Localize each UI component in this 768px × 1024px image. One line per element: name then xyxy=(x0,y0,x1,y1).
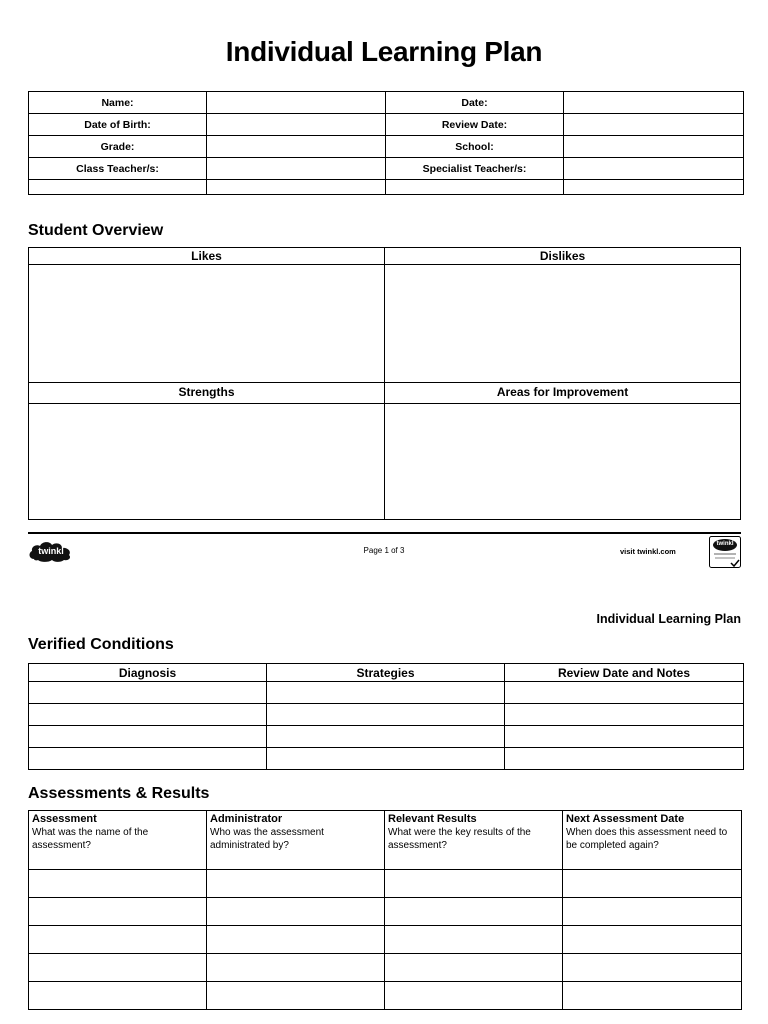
table-cell[interactable] xyxy=(505,748,744,770)
table-row xyxy=(29,898,742,926)
blank-cell[interactable] xyxy=(386,180,564,195)
logo-text: twinkl xyxy=(38,546,64,556)
table-cell[interactable] xyxy=(563,926,742,954)
class-teacher-field[interactable] xyxy=(207,158,386,180)
table-cell[interactable] xyxy=(385,898,563,926)
assessment-header-label: Assessment xyxy=(32,813,97,825)
verified-conditions-table xyxy=(28,663,744,770)
visit-link[interactable]: visit twinkl.com xyxy=(620,547,676,556)
blank-cell[interactable] xyxy=(564,180,744,195)
badge-text: twinkl xyxy=(716,541,734,547)
likes-label: Likes xyxy=(191,249,222,263)
table-row xyxy=(29,682,744,704)
dob-field[interactable] xyxy=(207,114,386,136)
table-cell[interactable] xyxy=(207,982,385,1010)
school-field[interactable] xyxy=(564,136,744,158)
assessments-heading: Assessments & Results xyxy=(28,785,210,802)
table-cell[interactable] xyxy=(563,870,742,898)
specialist-teacher-field[interactable] xyxy=(564,158,744,180)
administrator-header xyxy=(207,811,385,870)
likes-field[interactable] xyxy=(28,264,385,383)
likes-header xyxy=(28,247,385,265)
dob-label: Date of Birth: xyxy=(29,114,207,136)
table-cell[interactable] xyxy=(563,954,742,982)
grade-field[interactable] xyxy=(207,136,386,158)
date-field[interactable] xyxy=(564,92,744,114)
administrator-header-label: Administrator xyxy=(210,813,283,825)
table-cell[interactable] xyxy=(29,982,207,1010)
table-cell[interactable] xyxy=(505,726,744,748)
results-header-hint: What were the key results of the assessment? xyxy=(388,827,531,851)
date-label: Date: xyxy=(386,92,564,114)
table-row xyxy=(29,870,742,898)
name-label: Name: xyxy=(29,92,207,114)
table-header-row xyxy=(29,664,744,682)
table-row xyxy=(29,114,744,136)
next-date-header xyxy=(563,811,742,870)
strengths-label: Strengths xyxy=(178,385,235,399)
review-date-field[interactable] xyxy=(564,114,744,136)
next-date-header-hint: When does this assessment need to be completed again? xyxy=(566,827,728,851)
table-row xyxy=(29,136,744,158)
dislikes-label: Dislikes xyxy=(539,249,586,263)
improvement-field[interactable] xyxy=(384,403,741,520)
quality-badge xyxy=(709,536,741,568)
strengths-header xyxy=(28,382,385,404)
next-date-header-label: Next Assessment Date xyxy=(566,813,685,825)
table-row xyxy=(29,158,744,180)
review-notes-header: Review Date and Notes xyxy=(505,664,744,682)
table-cell[interactable] xyxy=(267,748,505,770)
verified-conditions-heading: Verified Conditions xyxy=(28,636,174,653)
table-cell[interactable] xyxy=(385,954,563,982)
table-row xyxy=(29,92,744,114)
assessment-header xyxy=(29,811,207,870)
table-cell[interactable] xyxy=(385,926,563,954)
improvement-header xyxy=(384,382,741,404)
page2-header: Individual Learning Plan xyxy=(596,612,741,626)
table-header-row xyxy=(29,811,742,870)
table-row xyxy=(29,982,742,1010)
table-cell[interactable] xyxy=(505,704,744,726)
table-row xyxy=(29,704,744,726)
table-cell[interactable] xyxy=(505,682,744,704)
student-info-table xyxy=(28,91,744,195)
school-label: School: xyxy=(386,136,564,158)
class-teacher-label: Class Teacher/s: xyxy=(29,158,207,180)
specialist-teacher-label: Specialist Teacher/s: xyxy=(386,158,564,180)
dislikes-header xyxy=(384,247,741,265)
assessments-table xyxy=(28,810,742,1010)
page-number: Page 1 of 3 xyxy=(363,546,405,555)
table-row xyxy=(29,726,744,748)
grade-label: Grade: xyxy=(29,136,207,158)
review-date-label: Review Date: xyxy=(386,114,564,136)
table-row xyxy=(29,926,742,954)
table-cell[interactable] xyxy=(29,704,267,726)
table-cell[interactable] xyxy=(207,954,385,982)
table-cell[interactable] xyxy=(563,982,742,1010)
dislikes-field[interactable] xyxy=(384,264,741,383)
blank-cell[interactable] xyxy=(29,180,207,195)
strengths-field[interactable] xyxy=(28,403,385,520)
results-header-label: Relevant Results xyxy=(388,813,477,825)
assessment-header-hint: What was the name of the assessment? xyxy=(32,827,149,851)
table-cell[interactable] xyxy=(29,926,207,954)
results-header xyxy=(385,811,563,870)
strategies-header: Strategies xyxy=(267,664,505,682)
diagnosis-header: Diagnosis xyxy=(29,664,267,682)
table-cell[interactable] xyxy=(29,898,207,926)
table-cell[interactable] xyxy=(385,870,563,898)
table-cell[interactable] xyxy=(207,870,385,898)
name-field[interactable] xyxy=(207,92,386,114)
table-row xyxy=(29,748,744,770)
footer-divider xyxy=(28,532,741,534)
page-title: Individual Learning Plan xyxy=(225,36,543,67)
table-cell[interactable] xyxy=(563,898,742,926)
table-row xyxy=(29,954,742,982)
table-cell[interactable] xyxy=(207,926,385,954)
student-overview-heading: Student Overview xyxy=(28,222,164,239)
table-cell[interactable] xyxy=(207,898,385,926)
table-cell[interactable] xyxy=(29,954,207,982)
table-cell[interactable] xyxy=(29,682,267,704)
table-cell[interactable] xyxy=(267,704,505,726)
table-cell[interactable] xyxy=(385,982,563,1010)
table-cell[interactable] xyxy=(267,726,505,748)
table-cell[interactable] xyxy=(267,682,505,704)
table-row xyxy=(29,180,744,195)
table-cell[interactable] xyxy=(29,870,207,898)
improvement-label: Areas for Improvement xyxy=(496,385,629,399)
table-cell[interactable] xyxy=(29,726,267,748)
blank-cell[interactable] xyxy=(207,180,386,195)
table-cell[interactable] xyxy=(29,748,267,770)
administrator-header-hint: Who was the assessment administrated by? xyxy=(210,827,324,851)
